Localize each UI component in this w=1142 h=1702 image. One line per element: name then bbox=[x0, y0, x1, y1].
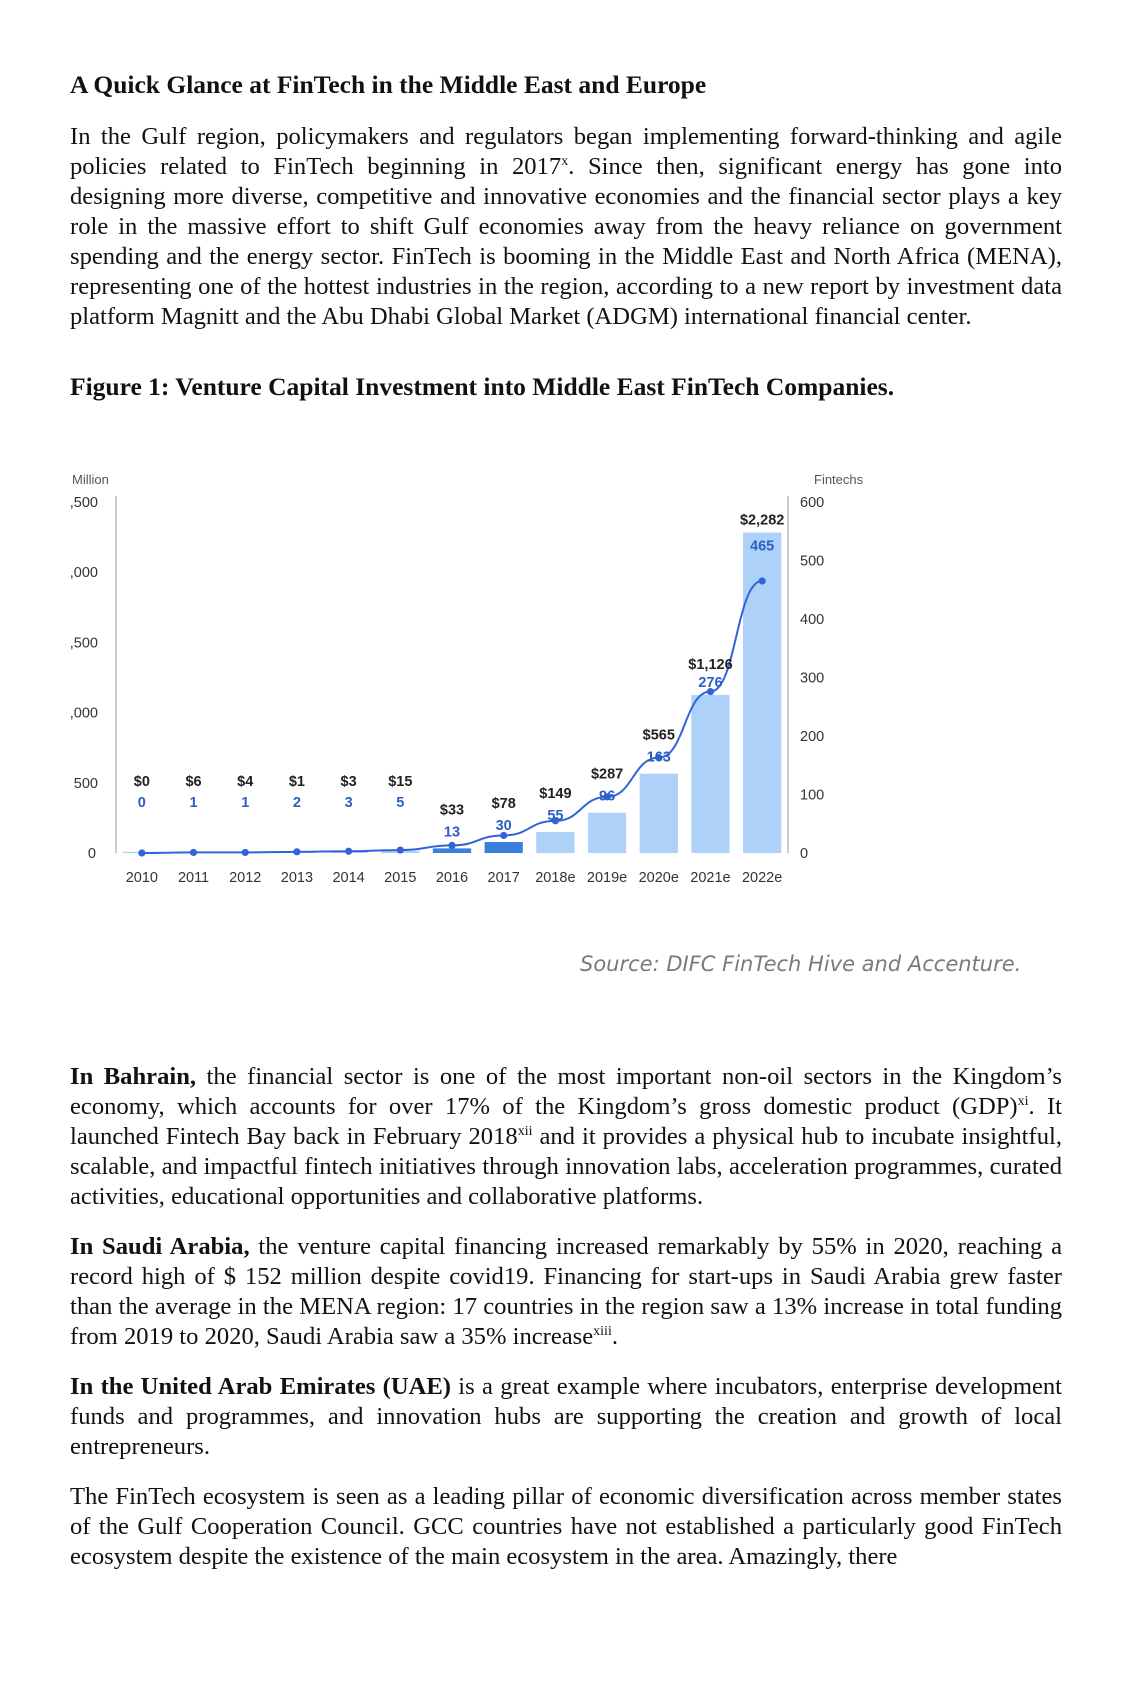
fintech-count-label: 163 bbox=[646, 749, 671, 766]
investment-value-label: $15 bbox=[388, 774, 413, 790]
fintech-count-label: 96 bbox=[599, 788, 616, 805]
fintech-count-label: 0 bbox=[137, 795, 146, 811]
footnote-ref: xii bbox=[517, 1124, 533, 1139]
x-tick-label: 2016 bbox=[435, 870, 469, 886]
saudi-paragraph bbox=[70, 1232, 1062, 1352]
investment-value-label: $2,282 bbox=[739, 512, 785, 529]
investment-value-label: $565 bbox=[642, 727, 675, 744]
x-tick-label: 2010 bbox=[125, 870, 158, 886]
fintech-count-label: 276 bbox=[698, 674, 723, 691]
investment-value-label: $287 bbox=[590, 766, 624, 783]
right-tick-label: 500 bbox=[800, 553, 825, 570]
fintech-count-point bbox=[293, 848, 300, 855]
investment-value-label: $1 bbox=[288, 774, 305, 790]
left-tick-label: ,000 bbox=[69, 705, 98, 722]
investment-value-label: $4 bbox=[237, 774, 254, 790]
x-tick-label: 2012 bbox=[229, 870, 262, 886]
intro-text-a: In the Gulf region, policymakers and regulators began implementing forward-thinking and agile policies related to FinTech beginning in 2017 bbox=[70, 123, 1062, 180]
footnote-ref: x bbox=[561, 154, 569, 169]
uae-lead: In the United Arab Emirates (UAE) bbox=[70, 1373, 451, 1400]
right-tick-label: 0 bbox=[800, 846, 809, 862]
fintech-count-point bbox=[759, 577, 766, 584]
footnote-ref: xi bbox=[1017, 1094, 1029, 1109]
uae-text: is a great example where incubators, enterprise development funds and programmes, and innovation hubs are supporting the creation and growth of local entrepreneurs. bbox=[70, 1373, 1063, 1460]
fintech-count-point bbox=[397, 846, 404, 853]
fintech-count-label: 2 bbox=[292, 795, 301, 811]
right-tick-label: 200 bbox=[800, 729, 825, 745]
bar bbox=[485, 842, 523, 853]
closing-paragraph: The FinTech ecosystem is seen as a leading pillar of economic diversification across member states of the Gulf Cooperation Council. GCC countries have not established a particularly good FinTech ecosystem despite the existence of the main ecosystem in the area. Amazingly, there bbox=[70, 1483, 1062, 1570]
bahrain-text-b: . It launched Fintech Bay back in February 2018 bbox=[70, 1093, 1062, 1150]
investment-value-label: $1,126 bbox=[688, 656, 733, 673]
x-tick-label: 2011 bbox=[177, 870, 210, 886]
x-tick-label: 2020e bbox=[638, 870, 679, 886]
saudi-lead: In Saudi Arabia, bbox=[70, 1233, 250, 1260]
uae-paragraph bbox=[70, 1372, 1062, 1462]
right-tick-label: 400 bbox=[800, 612, 825, 628]
bahrain-paragraph bbox=[70, 1062, 1062, 1212]
x-tick-label: 2021e bbox=[690, 870, 731, 886]
saudi-text-a: the venture capital financing increased remarkably by 55% in 2020, reaching a record high of $ 152 million despite covid19. Financing for start-ups in Saudi Arabia grew faster than the average in the MENA region: 17 countries in the region saw a 13% increase in total funding from 2019 to 2020, Saudi Arabia saw a 35% increase bbox=[70, 1233, 1062, 1350]
fintech-count-point bbox=[190, 849, 197, 856]
bar bbox=[640, 774, 678, 853]
investment-value-label: $149 bbox=[539, 786, 572, 803]
x-tick-label: 2017 bbox=[487, 870, 520, 886]
fintech-count-point bbox=[138, 849, 145, 856]
x-tick-label: 2018e bbox=[535, 870, 576, 886]
figure-source: Source: DIFC FinTech Hive and Accenture. bbox=[580, 952, 1022, 976]
intro-text-b: . Since then, significant energy has gone into designing more diverse, competitive and innovative economies and the financial sector plays a key role in the massive effort to shift Gulf economies away from the heavy reliance on government spending and the energy sector. FinTech is booming in the Middle East and North Africa (MENA), representing one of the hottest industries in the region, according to a new report by investment data platform Magnitt and the Abu Dhabi Global Market (ADGM) international financial center. bbox=[70, 153, 1062, 330]
investment-value-label: $3 bbox=[340, 774, 357, 790]
bar bbox=[433, 848, 471, 853]
investment-value-label: $78 bbox=[491, 796, 516, 813]
fintech-count-label: 55 bbox=[547, 808, 564, 825]
figure-caption: Figure 1: Venture Capital Investment into Middle East FinTech Companies. bbox=[70, 372, 895, 401]
bar bbox=[691, 695, 729, 853]
right-tick-label: 100 bbox=[800, 787, 825, 804]
saudi-text-b: . bbox=[611, 1323, 618, 1350]
right-tick-label: 600 bbox=[800, 495, 825, 511]
bar bbox=[588, 813, 626, 853]
fintech-count-label: 5 bbox=[396, 795, 405, 811]
left-tick-label: ,500 bbox=[69, 635, 98, 652]
footnote-ref: xiii bbox=[593, 1324, 612, 1339]
bahrain-text-c: and it provides a physical hub to incubate insightful, scalable, and impactful fintech initiatives through innovation labs, acceleration programmes, curated activities, educational opportunities and collaborative platforms. bbox=[70, 1123, 1062, 1210]
left-tick-label: ,500 bbox=[69, 495, 98, 511]
fintech-count-point bbox=[242, 849, 249, 856]
investment-value-label: $0 bbox=[133, 774, 150, 790]
page-heading: A Quick Glance at FinTech in the Middle East and Europe bbox=[70, 70, 707, 99]
fintech-count-label: 465 bbox=[750, 538, 775, 555]
right-tick-label: 300 bbox=[800, 670, 825, 687]
left-tick-label: 500 bbox=[73, 775, 98, 792]
bar bbox=[536, 832, 574, 853]
left-tick-label: 0 bbox=[87, 846, 96, 862]
fintech-count-label: 13 bbox=[443, 824, 461, 841]
bahrain-text-a: the financial sector is one of the most important non-oil sectors in the Kingdom’s economy, which accounts for over 17% of the Kingdom’s gross domestic product (GDP) bbox=[70, 1063, 1062, 1120]
fintech-count-point bbox=[448, 842, 455, 849]
fintech-count-label: 30 bbox=[495, 818, 512, 835]
bahrain-lead: In Bahrain, bbox=[70, 1063, 197, 1090]
x-tick-label: 2014 bbox=[332, 870, 365, 886]
x-tick-label: 2013 bbox=[280, 870, 314, 886]
x-tick-label: 2019e bbox=[586, 870, 628, 886]
investment-chart bbox=[58, 462, 898, 942]
x-tick-label: 2022e bbox=[741, 870, 783, 886]
x-tick-label: 2015 bbox=[384, 870, 417, 886]
investment-value-label: $33 bbox=[439, 802, 465, 819]
fintech-count-label: 1 bbox=[241, 795, 250, 811]
left-tick-label: ,000 bbox=[69, 565, 98, 582]
right-axis-title: Fintechs bbox=[814, 472, 864, 487]
fintech-count-point bbox=[345, 848, 352, 855]
intro-paragraph bbox=[70, 122, 1062, 332]
investment-value-label: $6 bbox=[185, 774, 202, 790]
left-axis-title: Million bbox=[72, 472, 109, 487]
fintech-count-label: 1 bbox=[189, 795, 198, 811]
fintech-count-label: 3 bbox=[344, 795, 353, 811]
